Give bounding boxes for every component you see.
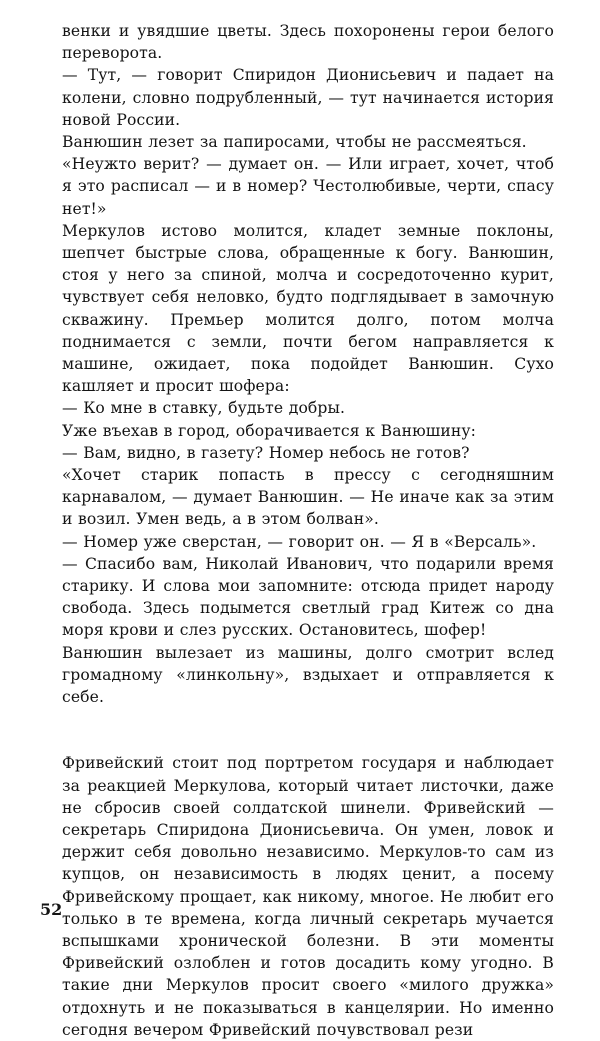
- paragraph: «Неужто верит? — думает он. — Или играет, хочет, чтоб я это расписал — и в номер? Честолюбивые, черти, спасу нет!»: [62, 155, 554, 218]
- paragraph: — Ко мне в ставку, будьте добры.: [62, 399, 346, 418]
- page-number: 52: [40, 900, 63, 919]
- paragraph: «Хочет старик попасть в прессу с сегодняшним карнавалом, — думает Ванюшин. — Не иначе как за этим и возил. Умен ведь, а в этом болван».: [62, 466, 554, 529]
- paragraph: венки и увядшие цветы. Здесь похоронены герои белого переворота.: [62, 22, 554, 63]
- section-gap: [62, 708, 554, 752]
- paragraph: Ванюшин лезет за папиросами, чтобы не рассмеяться.: [62, 133, 527, 152]
- paragraph: — Номер уже сверстан, — говорит он. — Я в «Версаль».: [62, 532, 537, 551]
- paragraph: Ванюшин вылезает из машины, долго смотрит вслед громадному «линкольну», вздыхает и отправляется к себе.: [62, 643, 554, 707]
- paragraph: — Вам, видно, в газету? Номер небось не готов?: [62, 443, 470, 462]
- paragraph: — Тут, — говорит Спиридон Дионисьевич и падает на колени, словно подрубленный, — тут начинается история новой России.: [62, 66, 554, 129]
- paragraph: Меркулов истово молится, кладет земные поклоны, шепчет быстрые слова, обращенные к богу. Ванюшин, стоя у него за спиной, молча и сосредоточенно курит, чувствует себя неловко, будто подглядывает в замочную скважину. Премьер молится долго, потом молча поднимается с земли, почти бегом направляется к машине, ожидает, пока подойдет Ванюшин. Сухо кашляет и просит шофера:: [62, 221, 554, 396]
- paragraph: Фривейский стоит под портретом государя и наблюдает за реакцией Меркулова, который читает листочки, даже не сбросив своей солдатской шинели. Фривейский — секретарь Спиридона Дионисьевича. Он умен, ловок и держит себя довольно независимо. Меркулов-то сам из купцов, он независимость в людях ценит, а посему Фривейскому прощает, как никому, многое. Не любит его только в те времена, когда личный секретарь мучается вспышками хронической болезни. В эти моменты Фривейский озлоблен и готов досадить кому угодно. В такие дни Меркулов просит своего «милого дружка» отдохнуть и не показываться в канцелярии. Но именно сегодня вечером Фривейский почувствовал рези: [62, 754, 554, 1039]
- page-body-text: [62, 20, 554, 1041]
- paragraph: Уже въехав в город, оборачивается к Ванюшину:: [62, 421, 476, 440]
- paragraph: — Спасибо вам, Николай Иванович, что подарили время старику. И слова мои запомните: отсюда придет народу свобода. Здесь подымется светлый град Китеж со дна моря крови и слез русских. Остановитесь, шофер!: [62, 554, 554, 640]
